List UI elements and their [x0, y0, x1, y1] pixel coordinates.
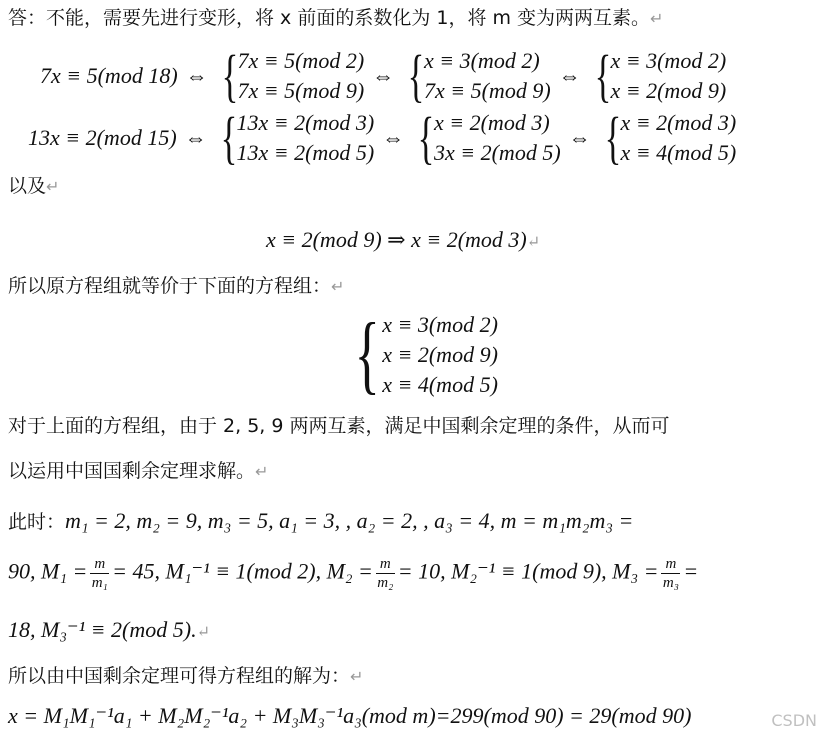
- eq: x ≡ 3(mod 2): [424, 48, 540, 73]
- brace: {: [407, 43, 425, 108]
- congruence: 13x ≡ 2(mod 15): [28, 125, 177, 150]
- numerator: m: [376, 555, 395, 574]
- eq: 7x ≡ 5(mod 9): [237, 78, 365, 103]
- final-system: [346, 306, 498, 403]
- fraction: [90, 555, 109, 592]
- M3-line: [8, 616, 210, 647]
- eq: x ≡ 2(mod 9): [610, 78, 727, 103]
- eq: x ≡ 2(mod 3): [620, 110, 737, 135]
- iff-symbol: ⇔: [372, 63, 395, 88]
- eq: x ≡ 3(mod 2): [610, 48, 727, 73]
- fraction: [661, 555, 680, 592]
- paragraph-mark: ↵: [526, 234, 541, 251]
- implication: [266, 226, 540, 257]
- brace: {: [604, 105, 621, 170]
- eq: x ≡ 2(mod 3): [434, 110, 550, 135]
- eq: =: [683, 558, 699, 584]
- denominator: m₃: [662, 575, 679, 591]
- paragraph-mark: ↵: [331, 277, 345, 296]
- intro-paragraph: [8, 4, 663, 33]
- eq: 7x ≡ 5(mod 9): [424, 78, 551, 103]
- brace: {: [220, 105, 237, 170]
- crt-text-1: [8, 412, 670, 440]
- eq: x ≡ 4(mod 5): [382, 372, 498, 397]
- numerator: m: [90, 555, 109, 574]
- denominator: m₂: [377, 575, 394, 591]
- eq: 13x ≡ 2(mod 3): [236, 110, 375, 135]
- iff-symbol: ⇔: [184, 125, 207, 150]
- paragraph-mark: ↵: [196, 624, 210, 641]
- label: 此时：: [8, 511, 66, 533]
- numerator: m: [661, 555, 680, 574]
- paragraph-mark: ↵: [650, 9, 664, 28]
- eq: = 10, M₂⁻¹ ≡ 1(mod 9), M₃ =: [397, 558, 659, 584]
- eq: 13x ≡ 2(mod 5): [236, 140, 375, 165]
- solution-text: [8, 662, 363, 691]
- text: 对于上面的方程组，由于 2, 5, 9 两两互素，满足中国剩余定理的条件，从而可: [8, 415, 670, 437]
- denominator: m₁: [91, 575, 108, 591]
- eq: = 45, M₁⁻¹ ≡ 1(mod 2), M₂ =: [112, 558, 373, 584]
- text: 所以原方程组就等价于下面的方程组：: [8, 275, 332, 297]
- system-1: [40, 43, 727, 108]
- watermark: CSDN: [771, 711, 817, 730]
- eq: 3x ≡ 2(mod 5): [434, 140, 561, 165]
- text: 以及: [8, 175, 47, 197]
- iff-symbol: ⇔: [568, 125, 591, 150]
- eq: x ≡ 3(mod 2): [382, 312, 498, 337]
- crt-text-2: [8, 457, 268, 486]
- iff-symbol: ⇔: [382, 125, 405, 150]
- M-line: [8, 555, 698, 592]
- paragraph-mark: ↵: [255, 462, 269, 481]
- eq: x ≡ 4(mod 5): [620, 140, 737, 165]
- paragraph-mark: ↵: [350, 667, 364, 686]
- text: 以运用中国国剩余定理求解。: [8, 460, 256, 482]
- eq: 7x ≡ 5(mod 2): [237, 48, 365, 73]
- brace: {: [594, 43, 611, 108]
- system-2: [28, 105, 737, 170]
- eq: 90, M₁ =: [8, 558, 88, 584]
- solution: [8, 702, 691, 730]
- congruence: 7x ≡ 5(mod 18): [40, 63, 178, 88]
- eq: x ≡ 2(mod 9) ⇒ x ≡ 2(mod 3): [266, 227, 527, 252]
- eq: 18, M₃⁻¹ ≡ 2(mod 5).: [8, 617, 197, 642]
- also-text: [8, 172, 59, 201]
- equiv-text: [8, 272, 344, 301]
- intro-text: 答：不能，需要先进行变形，将 x 前面的系数化为 1，将 m 变为两两互素。: [8, 7, 651, 29]
- params-line: [8, 507, 633, 536]
- paragraph-mark: ↵: [46, 177, 60, 196]
- brace: {: [354, 306, 380, 403]
- fraction: [376, 555, 395, 592]
- iff-symbol: ⇔: [558, 63, 581, 88]
- eq: x ≡ 2(mod 9): [382, 342, 498, 367]
- eq: m₁ = 2, m₂ = 9, m₃ = 5, a₁ = 3, , a₂ = 2, , a₃ = 4, m = m₁m₂m₃ =: [65, 508, 634, 533]
- brace: {: [417, 105, 435, 170]
- iff-symbol: ⇔: [185, 63, 208, 88]
- brace: {: [221, 43, 238, 108]
- eq: x = M₁M₁⁻¹a₁ + M₂M₂⁻¹a₂ + M₃M₃⁻¹a₃(mod m)=299(mod 90) = 29(mod 90): [8, 703, 692, 728]
- text: 所以由中国剩余定理可得方程组的解为：: [8, 665, 351, 687]
